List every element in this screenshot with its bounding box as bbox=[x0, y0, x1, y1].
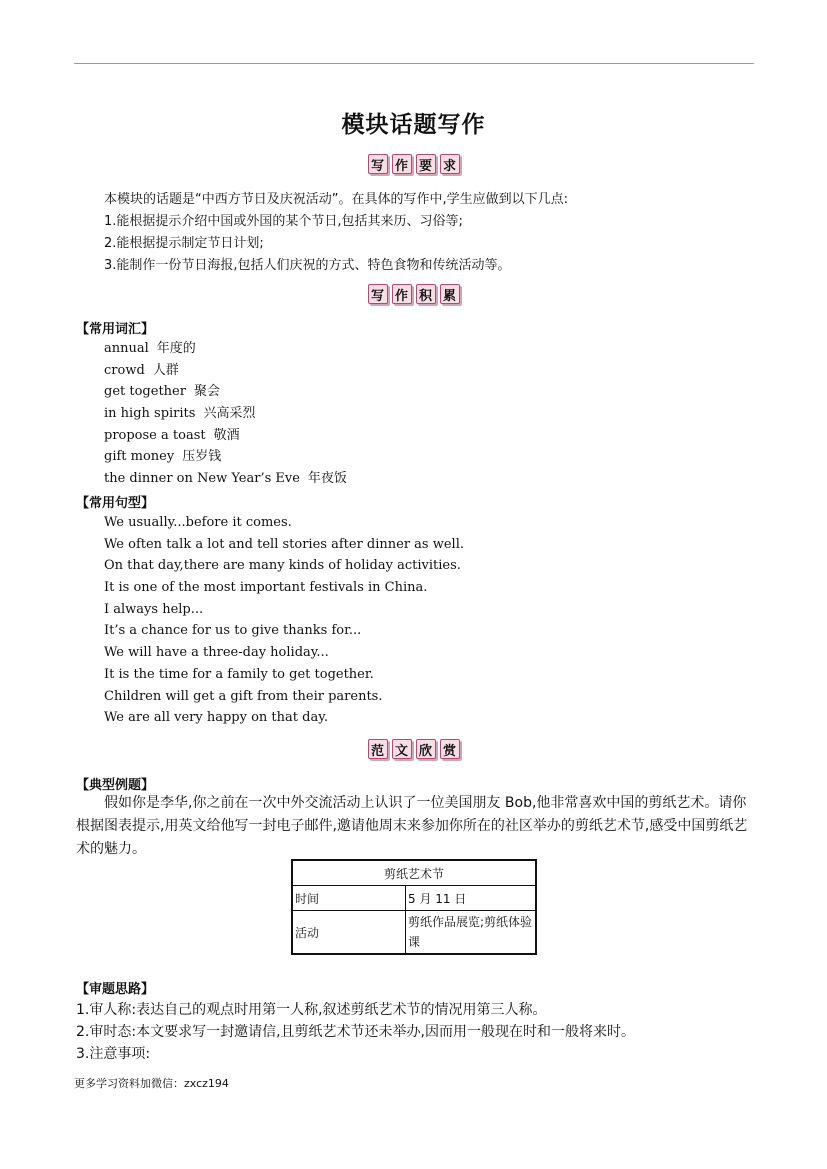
analysis-item: 1.审人称:表达自己的观点时用第一人称,叙述剪纸艺术节的情况用第三人称。 bbox=[76, 1002, 547, 1018]
badge-char: 作 bbox=[392, 154, 412, 174]
time-label: 时间 bbox=[292, 886, 406, 911]
badge-model-appreciation bbox=[0, 739, 827, 759]
analysis-item: 2.审时态:本文要求写一封邀请信,且剪纸艺术节还未举办,因而用一般现在时和一般将来时。 bbox=[76, 1024, 635, 1040]
sentence-item: We usually...before it comes. bbox=[104, 515, 292, 530]
vocab-item: get together 聚会 bbox=[104, 384, 220, 400]
event-table bbox=[291, 859, 537, 955]
badge-writing-requirements bbox=[0, 154, 827, 174]
sentence-item: It is the time for a family to get together. bbox=[104, 666, 374, 682]
vocab-heading: 【常用词汇】 bbox=[76, 322, 155, 337]
time-value: 5 月 11 日 bbox=[406, 886, 537, 911]
sentence-item: We are all very happy on that day. bbox=[104, 710, 328, 726]
analysis-item: 3.注意事项: bbox=[76, 1046, 151, 1062]
badge-char: 范 bbox=[368, 739, 388, 759]
page-title: 模块话题写作 bbox=[341, 111, 486, 138]
event-table-title: 剪纸艺术节 bbox=[292, 860, 536, 886]
requirement-item: 1.能根据提示介绍中国或外国的某个节日,包括其来历、习俗等; bbox=[104, 214, 463, 229]
badge-char: 文 bbox=[392, 739, 412, 759]
vocab-item: propose a toast 敬酒 bbox=[104, 427, 240, 443]
sentence-item: I always help... bbox=[104, 601, 204, 617]
sentence-item: We will have a three-day holiday... bbox=[104, 645, 329, 661]
footer-note: 更多学习资料加微信：zxcz194 bbox=[74, 1077, 229, 1090]
example-heading: 【典型例题】 bbox=[76, 778, 155, 793]
badge-char: 赏 bbox=[440, 739, 460, 759]
requirement-item: 3.能制作一份节日海报,包括人们庆祝的方式、特色食物和传统活动等。 bbox=[104, 258, 511, 273]
vocab-item: in high spirits 兴高采烈 bbox=[104, 406, 256, 422]
badge-char: 作 bbox=[392, 284, 412, 304]
badge-char: 积 bbox=[416, 284, 436, 304]
requirements-intro: 本模块的话题是“中西方节日及庆祝活动”。在具体的写作中,学生应做到以下几点: bbox=[104, 192, 568, 207]
vocab-item: crowd 人群 bbox=[104, 362, 179, 378]
badge-char: 欣 bbox=[416, 739, 436, 759]
example-prompt: 假如你是李华,你之前在一次中外交流活动上认识了一位美国朋友 Bob,他非常喜欢中国的剪纸艺术。请你根据图表提示,用英文给他写一封电子邮件,邀请他周末来参加你所在的社区举办的剪纸艺术节,感受中国剪纸艺术的魅力。 bbox=[76, 795, 748, 857]
vocab-item: annual 年度的 bbox=[104, 341, 196, 356]
activity-value: 剪纸作品展览;剪纸体验课 bbox=[406, 911, 537, 955]
analysis-heading: 【审题思路】 bbox=[76, 982, 155, 997]
sentence-item: It’s a chance for us to give thanks for... bbox=[104, 623, 362, 639]
sentence-item: On that day,there are many kinds of holiday activities. bbox=[104, 558, 461, 574]
sentences-heading: 【常用句型】 bbox=[76, 496, 155, 511]
badge-writing-accumulation bbox=[0, 284, 827, 304]
header-rule bbox=[74, 63, 754, 64]
badge-char: 累 bbox=[440, 284, 460, 304]
sentence-item: It is one of the most important festivals in China. bbox=[104, 580, 428, 596]
badge-char: 写 bbox=[368, 284, 388, 304]
sentence-item: We often talk a lot and tell stories after dinner as well. bbox=[104, 536, 465, 552]
vocab-list bbox=[104, 338, 347, 490]
vocab-item: gift money 压岁钱 bbox=[104, 449, 222, 465]
sentences-list bbox=[104, 512, 464, 729]
activity-label: 活动 bbox=[292, 911, 406, 955]
badge-char: 要 bbox=[416, 154, 436, 174]
vocab-item: the dinner on New Year’s Eve 年夜饭 bbox=[104, 471, 347, 487]
sentence-item: Children will get a gift from their parents. bbox=[104, 688, 383, 704]
badge-char: 求 bbox=[440, 154, 460, 174]
requirement-item: 2.能根据提示制定节日计划; bbox=[104, 236, 264, 251]
badge-char: 写 bbox=[368, 154, 388, 174]
